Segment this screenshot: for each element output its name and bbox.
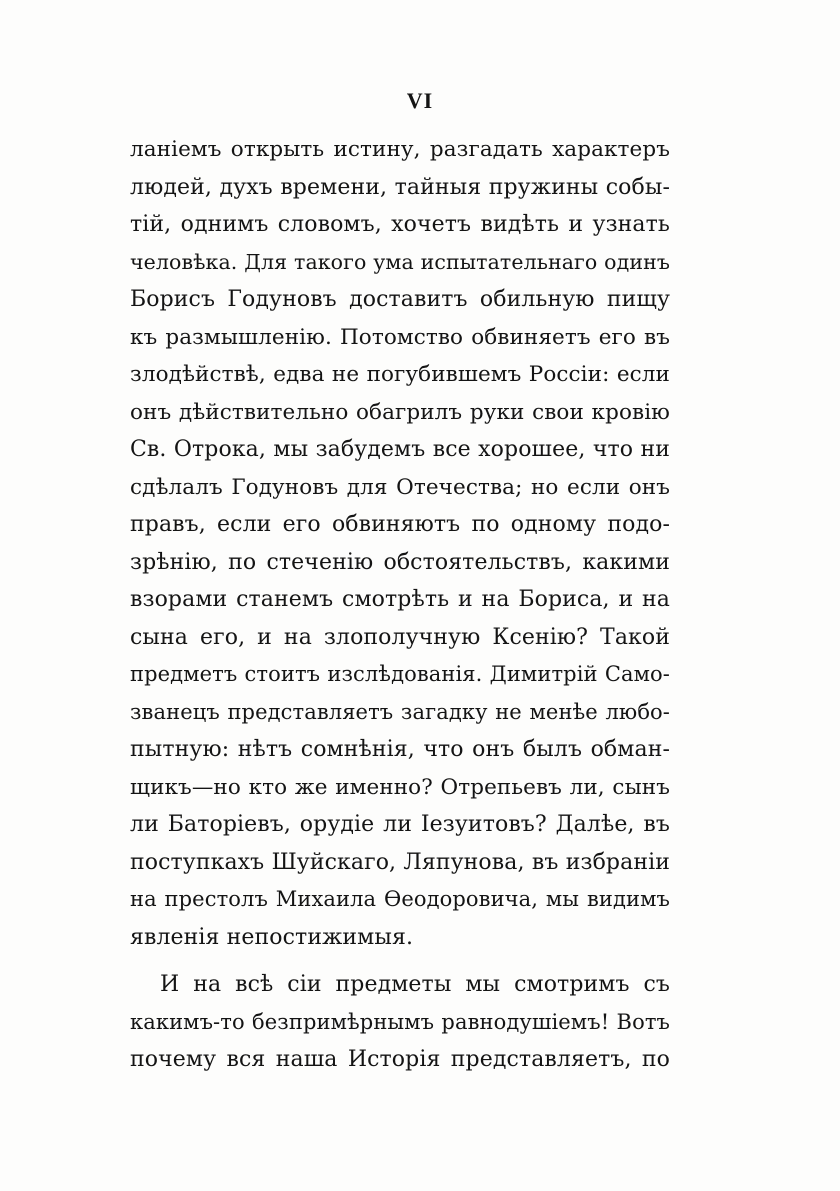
text-line: онъ дѣйствительно обагрилъ руки свои кровію [130,399,670,425]
text-line: ли Баторіевъ, орудіе ли Іезуитовъ? Далѣе, въ [130,812,670,837]
text-line: зрѣнію, по стеченію обстоятельствъ, какими [130,549,670,575]
text-line: злодѣйствѣ, едва не погубившемъ Россіи: если [130,362,670,387]
text-line: почему вся наша Исторія представляетъ, по [130,1047,670,1072]
text-line: къ размышленію. Потомство обвиняетъ его въ [130,324,670,350]
text-line: ланіемъ открыть истину, разгадать характеръ [130,137,670,162]
text-line: явленія непостижимыя. [130,924,414,950]
text-line: Борисъ Годуновъ доставитъ обильную пищу [130,287,670,312]
paragraph-spacer [130,956,670,966]
text-line: взорами станемъ смотрѣть и на Бориса, и на [130,587,670,612]
text-line: И на всѣ сіи предметы мы смотримъ съ [160,972,670,997]
text-line: какимъ-то безпримѣрнымъ равнодушіемъ! Вотъ [130,1009,670,1034]
text-line: поступкахъ Шуйскаго, Ляпунова, въ избраніи [130,849,670,875]
text-line: тій, однимъ словомъ, хочетъ видѣть и узнать [130,212,670,237]
paragraph-1 [130,131,670,956]
text-line: пытную: нѣтъ сомнѣнія, что онъ былъ обман- [130,737,670,762]
text-line: сдѣлалъ Годуновъ для Отечества; но если онъ [130,474,670,500]
text-line: людей, духъ времени, тайныя пружины собы- [130,174,670,200]
text-line: сына его, и на злополучную Ксенію? Такой [130,624,670,650]
text-line: на престолъ Михаила Ѳеодоровича, мы видимъ [130,887,670,911]
text-line: Св. Отрока, мы забудемъ все хорошее, что ни [130,437,670,462]
body-text [130,131,670,1079]
text-line: правъ, если его обвиняютъ по одному подо- [130,512,670,537]
page-number: VI [406,88,434,113]
paragraph-2 [130,966,670,1079]
text-line: званецъ представляетъ загадку не менѣе любо- [130,699,670,724]
text-line: щикъ—но кто же именно? Отрепьевъ ли, сынъ [130,774,670,800]
text-line: человѣка. Для такого ума испытательнаго одинъ [130,249,670,274]
text-line: предметъ стоитъ изслѣдованія. Димитрій Само- [130,662,670,686]
